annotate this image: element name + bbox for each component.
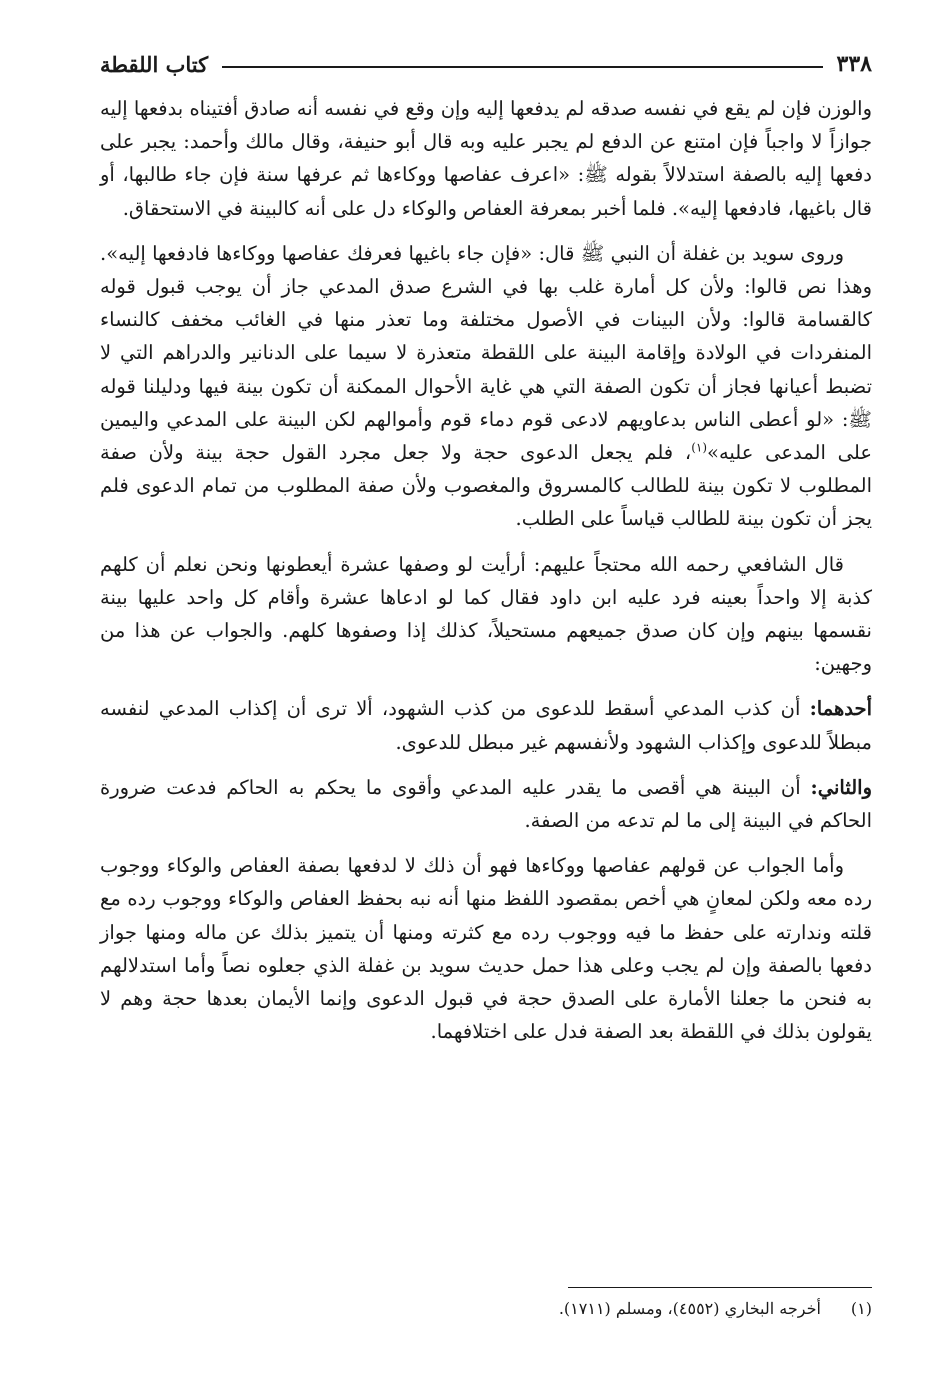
- main-text: [100, 92, 872, 1060]
- answer-second-text: أن البينة هي أقصى ما يقدر عليه المدعي وأقوى ما يحكم به الحاكم فدعت ضرورة الحاكم في البينة إلى ما لم تدعه من الصفة.: [100, 775, 872, 833]
- footnote-text: أخرجه البخاري (٤٥٥٢)، ومسلم (١٧١١).: [558, 1299, 821, 1318]
- footnote-number: (١): [850, 1299, 872, 1318]
- paragraph-2-tail: ، فلم يجعل الدعوى حجة ولا جعل مجرد القول حجة بينة ولأن صفة المطلوب لا تكون بينة للطالب كالمسروق والمغصوب ولأن صفة المطلوب من تمام الدعوى فلم يجز أن تكون بينة للطالب قياساً على الطلب.: [100, 441, 872, 531]
- footnote-marker[interactable]: (١): [691, 440, 708, 455]
- page-number: ٣٣٨: [836, 51, 872, 77]
- paragraph-3: قال الشافعي رحمه الله محتجاً عليهم: أرأيت لو وصفها عشرة أيعطونها ونحن نعلم أن كلهم كذبة إلا واحداً بعينه فرد عليه ابن داود فقال كما لو ادعاها عشرة وأقام كل واحد عليها بينة نقسمها بينهم وإن كان صدق جميعهم مستحيلاً، كذلك إذا وصفوها كلهم. والجواب عن هذا من وجهين:: [100, 552, 872, 676]
- footnote-separator: [568, 1287, 872, 1288]
- answer-first-text: أن كذب المدعي أسقط للدعوى من كذب الشهود، ألا ترى أن إكذاب المدعي لنفسه مبطلاً للدعوى وإكذاب الشهود ولأنفسهم غير مبطل للدعوى.: [100, 697, 872, 754]
- paragraph-2-text: وروى سويد بن غفلة أن النبي ﷺ قال: «فإن جاء باغيها فعرفك عفاصها ووكاءها فادفعها إليه». وهذا نص قالوا: ولأن كل أمارة غلب بها في الشرع صدق المدعي جاز أن يوجب قبول قوله كالقسامة قالوا: ولأن البينات في الأصول مختلفة وما تعذر منها في الغائب مخفف كالنساء المنفردات في الولادة وإقامة البينة على اللقطة متعذرة لا سيما على الدنانير والدراهم التي لا تضبط أعيانها فجاز أن تكون الصفة التي هي غاية الأحوال الممكنة أن تكون بينة فيها ودليلنا قوله ﷺ: «لو أعطى الناس بدعاويهم لادعى قوم دماء قوم وأموالهم لكن البينة على المدعي واليمين على المدعى عليه»: [100, 241, 872, 465]
- paragraph-1: والوزن فإن لم يقع في نفسه صدقه لم يدفعها إليه وإن وقع في نفسه أنه صادق أفتيناه بدفعها إليه جوازاً لا واجباً فإن امتنع عن الدفع لم يجبر عليه وبه قال أبو حنيفة، وقال مالك وأحمد: يجبر على دفعها إليه بالصفة استدلالاً بقوله ﷺ: «اعرف عفاصها ووكاءها ثم عرفها سنة فإن جاء طالبها، أو قال باغيها، فادفعها إليه». فلما أخبر بمعرفة العفاص والوكاء دل على أنه كالبينة في الاستحقاق.: [100, 97, 872, 220]
- answer-first-label: أحدهما:: [809, 697, 872, 721]
- paragraph-4: وأما الجواب عن قولهم عفاصها ووكاءها فهو أن ذلك لا لدفعها بصفة العفاص والوكاء ووجوب رده معه ولكن لمعانٍ هي أخص بمقصود اللفظ منها أنه نبه بحفظ العفاص والوكاء ووجوب رده مع قلته وندارته على حفظ ما فيه ووجوب رده مع كثرته ومنها أن يتميز بذلك عن ماله ومنها جواز دفعها بالصفة وإن لم يجب وعلى هذا حمل حديث سويد بن غفلة الذي جعلوه نصاً وأما استدلالهم به فنحن ما جعلنا الأمارة على الصدق حجة في قبول الدعوى وإنما الأيمان بعدها حجة وهم لا يقولون بذلك في اللقطة بعد الصفة فدل على اختلافهما.: [100, 854, 872, 1044]
- answer-second-label: والثاني:: [810, 775, 872, 799]
- answer-second: [100, 771, 872, 837]
- page-header: [100, 44, 872, 84]
- footnote: [100, 1296, 872, 1322]
- paragraph-2: [100, 237, 872, 536]
- running-title: كتاب اللقطة: [100, 51, 209, 77]
- answer-first: [100, 692, 872, 758]
- book-page: [100, 0, 872, 1377]
- header-rule: [222, 66, 822, 68]
